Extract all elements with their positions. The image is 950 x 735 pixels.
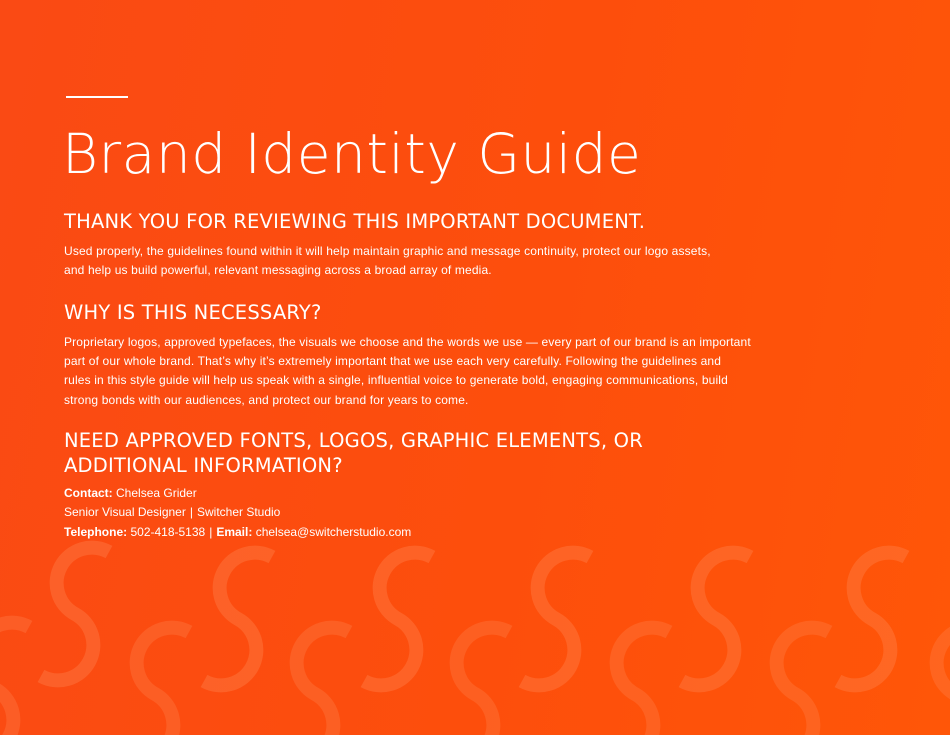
body-line: and help us build powerful, relevant messaging across a broad array of media. bbox=[64, 263, 492, 278]
body-line: strong bonds with our audiences, and protect our brand for years to come. bbox=[64, 392, 469, 407]
contact-block bbox=[64, 484, 411, 542]
contact-row bbox=[64, 484, 411, 503]
contact-label: Contact: bbox=[64, 486, 113, 500]
contact-company: Switcher Studio bbox=[196, 505, 281, 520]
contact-role: Senior Visual Designer bbox=[64, 505, 186, 520]
separator: | bbox=[189, 505, 193, 520]
heading-line: ADDITIONAL INFORMATION? bbox=[64, 454, 343, 477]
body-line: Proprietary logos, approved typefaces, the visuals we choose and the words we use — every part of our brand is an important bbox=[64, 335, 751, 349]
switcher-logo-pattern bbox=[0, 540, 950, 735]
section-body-why bbox=[64, 333, 774, 410]
page-title: Brand Identity Guide bbox=[62, 122, 642, 186]
heading-line: NEED APPROVED FONTS, LOGOS, GRAPHIC ELEMENTS, OR bbox=[64, 429, 643, 452]
section-body-thanks bbox=[64, 242, 774, 280]
telephone-label: Telephone: bbox=[64, 524, 128, 539]
body-line: part of our whole brand. That’s why it’s extremely important that we use each very carefully. Following the guidelines and bbox=[64, 354, 722, 369]
contact-role-row bbox=[64, 503, 411, 522]
email-link[interactable]: chelsea@switcherstudio.com bbox=[255, 524, 412, 539]
section-heading-thanks: THANK YOU FOR REVIEWING THIS IMPORTANT DOCUMENT. bbox=[64, 210, 646, 233]
body-line: rules in this style guide will help us speak with a single, influential voice to generate bold, engaging communications, build bbox=[64, 373, 728, 388]
separator: | bbox=[209, 524, 213, 539]
section-heading-need-assets bbox=[64, 428, 643, 478]
body-line: Used properly, the guidelines found within it will help maintain graphic and message continuity, protect our logo assets, bbox=[64, 244, 711, 258]
contact-details-row bbox=[64, 523, 411, 542]
section-heading-why: WHY IS THIS NECESSARY? bbox=[64, 301, 322, 324]
telephone-link[interactable]: 502-418-5138 bbox=[130, 524, 206, 539]
contact-name: Chelsea Grider bbox=[116, 486, 197, 500]
email-label: Email: bbox=[216, 524, 253, 539]
title-accent-rule bbox=[66, 96, 128, 98]
